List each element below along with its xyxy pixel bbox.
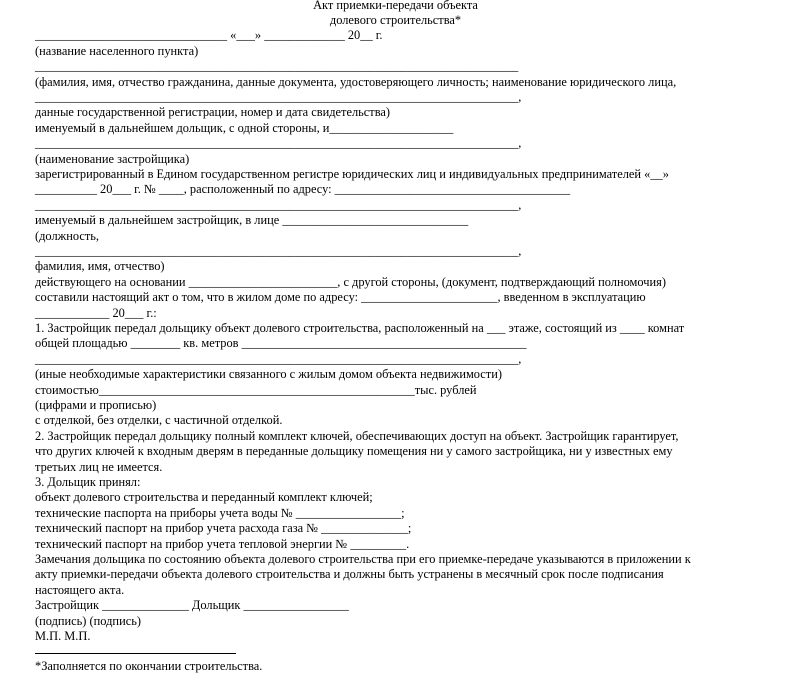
developer-caption: (наименование застройщика) [35, 152, 190, 166]
clause-1-line: 1. Застройщик передал дольщику объект долевого строительства, расположенный на ___ этаже, состоящий из ____ комнат [35, 321, 685, 335]
settlement-caption: (название населенного пункта) [35, 44, 199, 58]
doc-title-line-2: долевого строительства* [329, 13, 462, 27]
remarks-line-1: Замечания дольщика по состоянию объекта долевого строительства при его приемке-передаче указываются в приложении к [35, 552, 691, 566]
clause-3-heading: 3. Дольщик принял: [35, 475, 141, 489]
registration-caption: данные государственной регистрации, номер и дата свидетельства) [35, 105, 391, 119]
remarks-line-2: акту приемки-передачи объекта долевого строительства и должны быть устранены в месячный срок после подписания [35, 567, 664, 581]
name-caption: фамилия, имя, отчество) [35, 259, 165, 273]
characteristics-caption: (иные необходимые характеристики связанного с жилым домом объекта недвижимости) [35, 367, 502, 381]
signatures-caption: (подпись) (подпись) [35, 614, 141, 628]
commission-date-line: ____________ 20___ г.: [35, 306, 157, 320]
registry-line: зарегистрированный в Едином государственном регистре юридических лиц и индивидуальных предпринимателей «__» [35, 167, 669, 181]
blank-line: ______________________________________________________________________________, [35, 352, 522, 366]
address-line: __________ 20___ г. № ____, расположенный по адресу: ______________________________________ [35, 182, 571, 196]
finishing-line: с отделкой, без отделки, с частичной отделкой. [35, 413, 283, 427]
clause-2-line-2: что других ключей к входным дверям в переданные дольщику помещения ни у самого застройщика, ни у известных ему [35, 444, 673, 458]
clause-3-item-4: технический паспорт на прибор учета тепловой энергии № _________. [35, 537, 410, 551]
clause-2-line-1: 2. Застройщик передал дольщику полный комплект ключей, обеспечивающих доступ на объект. Застройщик гарантирует, [35, 429, 679, 443]
developer-representative-line: именуемый в дальнейшем застройщик, в лице ______________________________ [35, 213, 469, 227]
doc-title-line-1: Акт приемки-передачи объекта [313, 0, 478, 12]
clause-2-line-3: третьих лиц не имеется. [35, 460, 163, 474]
blank-line: ______________________________________________________________________________, [35, 136, 522, 150]
act-address-line: составили настоящий акт о том, что в жилом доме по адресу: ______________________, введенном в эксплуатацию [35, 290, 646, 304]
blank-line: ______________________________________________________________________________ [35, 59, 519, 73]
blank-line: ______________________________________________________________________________, [35, 244, 522, 258]
clause-3-item-1: объект долевого строительства и переданный комплект ключей; [35, 490, 373, 504]
position-caption: (должность, [35, 229, 100, 243]
area-line: общей площадью ________ кв. метров ______________________________________________ [35, 336, 527, 350]
stamp-line: М.П. М.П. [35, 629, 91, 643]
remarks-line-3: настоящего акта. [35, 583, 125, 597]
basis-line: действующего на основании ________________________, с другой стороны, (документ, подтверждающий полномочия) [35, 275, 666, 289]
date-place-line: _______________________________ «___» _____________ 20__ г. [35, 28, 383, 42]
clause-3-item-2: технические паспорта на приборы учета воды № _________________; [35, 506, 405, 520]
shareholder-line: именуемый в дальнейшем дольщик, с одной стороны, и____________________ [35, 121, 454, 135]
clause-3-item-3: технический паспорт на прибор учета расхода газа № ______________; [35, 521, 412, 535]
citizen-caption: (фамилия, имя, отчество гражданина, данные документа, удостоверяющего личность; наименование юридического лица, [35, 75, 677, 89]
signatures-line: Застройщик ______________ Дольщик _________________ [35, 598, 349, 612]
footnote: *Заполняется по окончании строительства. [35, 659, 263, 673]
footnote-divider [35, 653, 236, 654]
blank-line: ______________________________________________________________________________, [35, 198, 522, 212]
cost-caption: (цифрами и прописью) [35, 398, 157, 412]
blank-line: ______________________________________________________________________________, [35, 90, 522, 104]
cost-line: стоимостью___________________________________________________тыс. рублей [35, 383, 477, 397]
